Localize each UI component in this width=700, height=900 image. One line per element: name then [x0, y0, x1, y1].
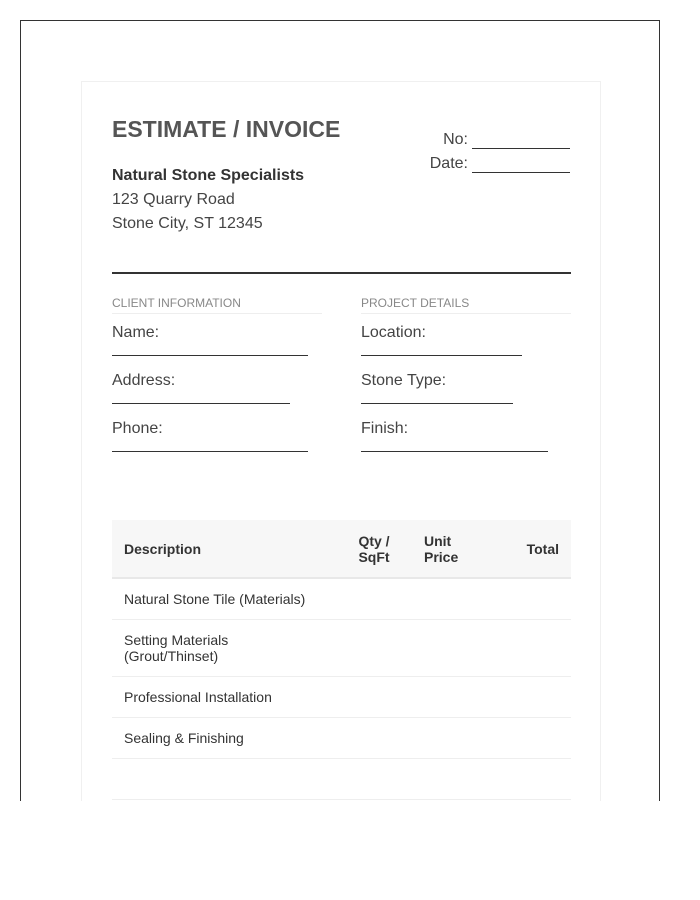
- row-description: Sealing & Finishing: [112, 718, 336, 759]
- row-total[interactable]: [502, 677, 571, 718]
- row-unit-price[interactable]: [412, 677, 502, 718]
- row-qty[interactable]: [336, 620, 412, 677]
- table-row: [112, 677, 571, 718]
- page-frame: [20, 20, 660, 801]
- header-unit-price: [412, 520, 502, 578]
- client-name-label: Name:: [112, 324, 160, 341]
- header-divider: [112, 272, 571, 274]
- client-information-heading: CLIENT INFORMATION: [112, 296, 322, 314]
- row-total[interactable]: [502, 718, 571, 759]
- client-information-section: [112, 296, 322, 458]
- company-address-line2: Stone City, ST 12345: [112, 215, 263, 232]
- row-unit-price[interactable]: [412, 620, 502, 677]
- invoice-date-blank[interactable]: [472, 157, 570, 173]
- project-finish-label: Finish:: [361, 420, 409, 437]
- row-unit-price[interactable]: [412, 578, 502, 620]
- client-phone-field: [112, 410, 322, 458]
- header-qty-sqft: [336, 520, 412, 578]
- row-qty[interactable]: [336, 759, 412, 800]
- table-row: [112, 759, 571, 800]
- project-finish-field: [361, 410, 571, 458]
- project-stone-type-blank[interactable]: [361, 403, 513, 404]
- row-qty[interactable]: [336, 677, 412, 718]
- line-items-table: [112, 520, 571, 800]
- project-stone-type-label: Stone Type:: [361, 372, 447, 389]
- header-total: Total: [502, 520, 571, 578]
- client-phone-blank[interactable]: [112, 451, 308, 452]
- project-location-blank[interactable]: [361, 355, 522, 356]
- row-unit-price[interactable]: [412, 718, 502, 759]
- row-total[interactable]: [502, 759, 571, 800]
- client-name-blank[interactable]: [112, 355, 308, 356]
- invoice-date-label: Date:: [429, 155, 468, 172]
- row-description: Professional Installation: [112, 677, 336, 718]
- project-details-section: [361, 296, 571, 458]
- header-qty-line1: Qty /: [358, 532, 390, 549]
- project-location-field: [361, 314, 571, 362]
- header-qty-line2: SqFt: [358, 548, 390, 565]
- company-name: Natural Stone Specialists: [112, 167, 305, 184]
- header-price-line1: Unit: [424, 532, 452, 549]
- row-description[interactable]: [112, 759, 336, 800]
- table-row: [112, 718, 571, 759]
- row-qty[interactable]: [336, 578, 412, 620]
- invoice-number-blank[interactable]: [472, 133, 570, 149]
- client-address-label: Address:: [112, 372, 176, 389]
- company-address-line1: 123 Quarry Road: [112, 191, 235, 208]
- document-title: ESTIMATE / INVOICE: [112, 116, 341, 142]
- invoice-date-field: [430, 155, 570, 173]
- row-description-line2: (Grout/Thinset): [124, 648, 219, 664]
- project-location-label: Location:: [361, 324, 426, 341]
- row-description: Natural Stone Tile (Materials): [112, 578, 336, 620]
- row-description: [112, 620, 336, 677]
- invoice-sheet: [81, 81, 601, 801]
- project-finish-blank[interactable]: [361, 451, 548, 452]
- row-description-line1: Setting Materials: [124, 632, 229, 648]
- table-row: [112, 620, 571, 677]
- header-description: Description: [112, 520, 336, 578]
- table-row: [112, 578, 571, 620]
- project-details-heading: PROJECT DETAILS: [361, 296, 571, 314]
- client-address-field: [112, 362, 322, 410]
- row-total[interactable]: [502, 578, 571, 620]
- invoice-number-label: No:: [443, 131, 468, 148]
- table-header-row: [112, 520, 571, 578]
- project-stone-type-field: [361, 362, 571, 410]
- row-qty[interactable]: [336, 718, 412, 759]
- invoice-number-field: [443, 131, 570, 149]
- row-total[interactable]: [502, 620, 571, 677]
- client-phone-label: Phone:: [112, 420, 163, 437]
- client-name-field: [112, 314, 322, 362]
- client-address-blank[interactable]: [112, 403, 290, 404]
- row-unit-price[interactable]: [412, 759, 502, 800]
- header-price-line2: Price: [424, 548, 459, 565]
